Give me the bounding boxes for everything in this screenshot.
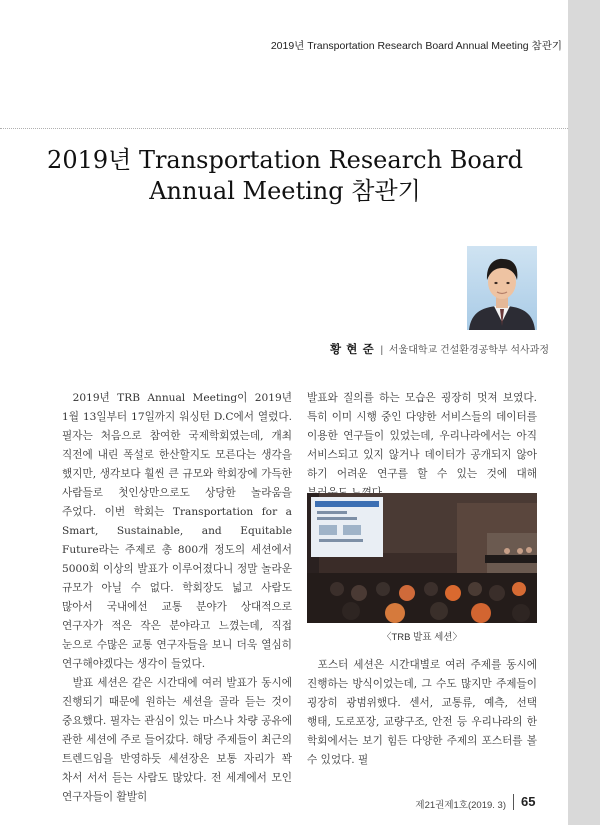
running-header (270, 38, 570, 53)
body-column-right-top (307, 389, 537, 503)
article-title (40, 145, 530, 207)
page-number: 65 (521, 794, 536, 809)
footer-issue: 제21권제1호(2019. 3) (415, 800, 506, 811)
title-line-2: Annual Meeting 참관기 (149, 177, 421, 205)
author-byline (330, 341, 550, 357)
page-edge-tab (568, 0, 600, 825)
body-paragraph-1: 2019년 TRB Annual Meeting이 2019년 1월 13일부터 17일까지 워싱턴 D.C에서 열렸다. 필자는 처음으로 참여한 국제학회였는데, 개최 직전에 내린 폭설로 한산할지도 모른다는 생각을 했지만, 생각보다 훨씬 큰 규모와 학회장에 가득한 사람들로 첫인상만으로도 상당한 놀라움을 주었다. 이번 학회는 Transportation for a Smart, Sustainable, and Equitable Future라는 주제로 총 800개 정도의 세션에서 5000회 이상의 발표가 이루어졌다니 정말 놀라운 규모가 아닐 수 없다. 학회장도 넓고 사람도 많아서 국내에선 교통 분야가 상대적으로 연구자가 적은 작은 분야라고 느꼈는데, 직접 눈으로 수많은 교통 연구자들을 보니 더욱 열심히 연구해야겠다는 생각이 들었다. (62, 392, 292, 670)
session-photo (307, 493, 537, 623)
body-paragraph-4: 포스터 세션은 시간대별로 여러 주제를 동시에 진행하는 방식이었는데, 그 수도 많지만 주제들이 굉장히 광범위했다. 센서, 교통류, 예측, 선택 행태, 도로포장, 교량구조, 안전 등 우리나라의 한 학회에서는 보기 힘든 다양한 주제의 포스터를 볼 수 있었다. 필 (307, 659, 537, 766)
body-column-left (62, 389, 292, 807)
author-photo (467, 246, 537, 330)
running-title: 2019년 Transportation Research Board Annual Meeting 참관기 (270, 40, 562, 52)
header-divider (0, 128, 568, 129)
figure-caption: 〈TRB 발표 세션〉 (382, 632, 462, 643)
author-affiliation: 서울대학교 건설환경공학부 석사과정 (388, 345, 550, 356)
title-line-1: 2019년 Transportation Research Board (47, 146, 523, 174)
body-column-right-bottom (307, 656, 537, 770)
body-paragraph-2: 발표 세션은 같은 시간대에 여러 발표가 동시에 진행되기 때문에 원하는 세션을 골라 듣는 것이 중요했다. 필자는 관심이 있는 마스나 차량 공유에 관한 세션에 주로 들어갔다. 해당 주제들이 최근의 트렌드임을 반영하듯 세션장은 보통 자리가 꽉 차서 서서 듣는 사람도 많았다. 전 세계에서 모인 연구자들이 활발히 (62, 677, 292, 803)
author-name: 황 현 준 (330, 344, 375, 356)
author-separator: | (380, 345, 384, 356)
footer-divider (513, 794, 514, 810)
body-paragraph-3: 발표와 질의를 하는 모습은 굉장히 멋져 보였다. 특히 이미 시행 중인 다양한 서비스들의 데이터를 이용한 연구들이 있었는데, 우리나라에서는 아직 서비스되고 있지 않거나 데이터가 공개되지 않아 하기 어려운 연구를 할 수 있는 것에 대해 (307, 392, 537, 480)
